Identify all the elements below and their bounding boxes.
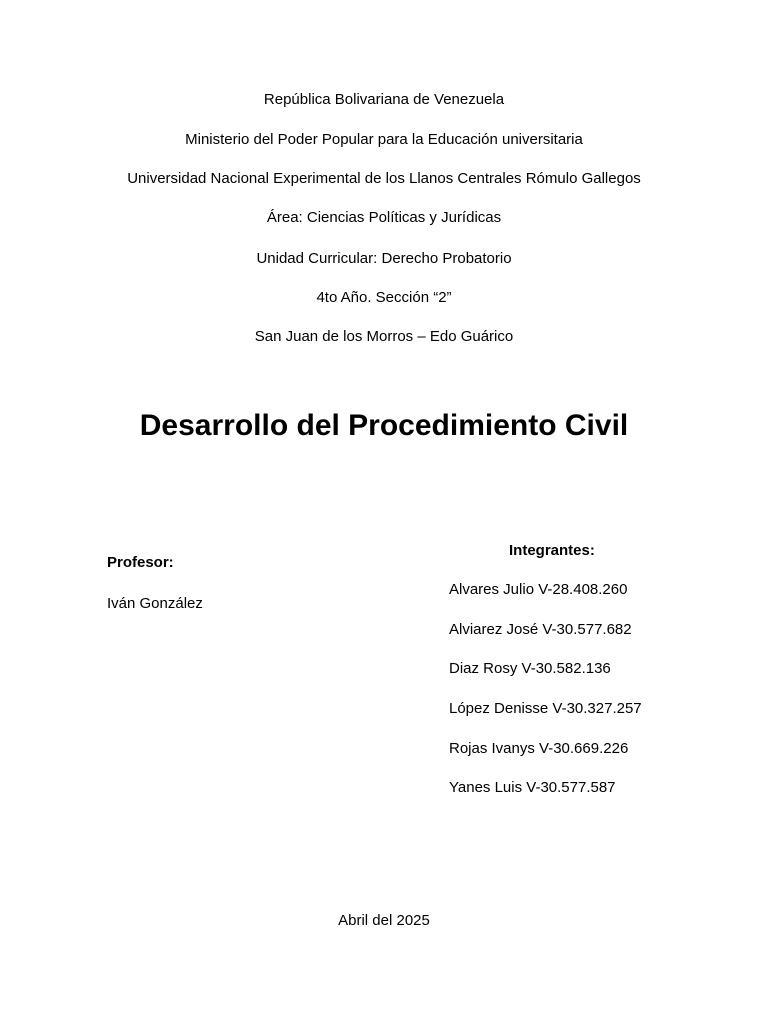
header-area: Área: Ciencias Políticas y Jurídicas	[266, 209, 502, 226]
member-item: Alvares Julio V-28.408.260	[449, 581, 628, 598]
document-date: Abril del 2025	[338, 912, 430, 929]
members-label: Integrantes:	[509, 542, 595, 559]
document-title: Desarrollo del Procedimiento Civil	[139, 409, 629, 442]
member-item: Alviarez José V-30.577.682	[449, 621, 632, 638]
member-item: López Denisse V-30.327.257	[449, 700, 642, 717]
professor-name: Iván González	[107, 595, 203, 612]
header-university: Universidad Nacional Experimental de los Llanos Centrales Rómulo Gallegos	[127, 170, 641, 187]
member-item: Rojas Ivanys V-30.669.226	[449, 740, 629, 757]
header-course-unit: Unidad Curricular: Derecho Probatorio	[256, 250, 512, 267]
header-year-section: 4to Año. Sección “2”	[316, 289, 452, 306]
header-republic: República Bolivariana de Venezuela	[263, 91, 505, 108]
member-item: Yanes Luis V-30.577.587	[449, 779, 616, 796]
member-item: Diaz Rosy V-30.582.136	[449, 660, 611, 677]
header-ministry: Ministerio del Poder Popular para la Educación universitaria	[185, 131, 583, 148]
professor-label: Profesor:	[107, 554, 174, 571]
header-location: San Juan de los Morros – Edo Guárico	[254, 328, 514, 345]
